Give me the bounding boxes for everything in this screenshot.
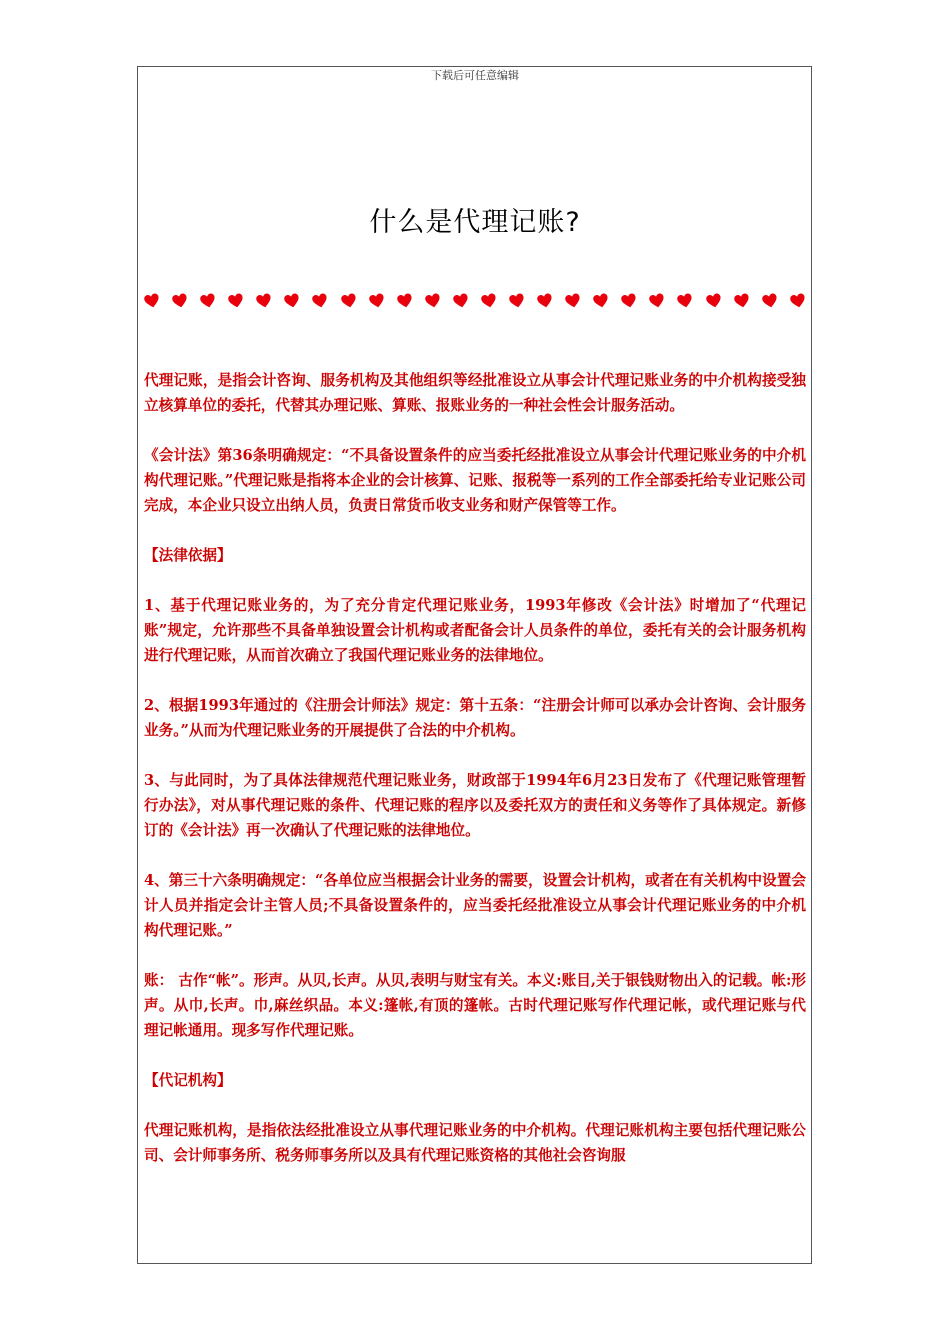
heart-icon <box>706 293 722 309</box>
heart-icon <box>790 293 806 309</box>
heart-icon <box>200 293 216 309</box>
heart-divider <box>144 290 806 312</box>
section-heading-agencies: 【代记机构】 <box>144 1072 232 1089</box>
heart-icon <box>172 293 188 309</box>
paragraph-agencies: 代理记账机构，是指依法经批准设立从事代理记账业务的中介机构。代理记账机构主要包括代理记账公司、会计师事务所、税务师事务所以及具有代理记账资格的其他社会咨询服 <box>144 1122 806 1164</box>
paragraph-etymology: 账： 古作“帐”。形声。从贝,长声。从贝,表明与财宝有关。本义:账目,关于银钱财物出入的记载。帐:形声。从巾,长声。巾,麻丝织品。本义:篷帐,有顶的篷帐。古时代理记账写作代理记帐，或代理记账与代理记帐通用。现多写作代理记账。 <box>144 972 806 1039</box>
heart-icon <box>621 293 637 309</box>
heart-icon <box>284 293 300 309</box>
section-heading-legal-basis: 【法律依据】 <box>144 547 232 564</box>
paragraph-accounting-law: 《会计法》第36条明确规定：“不具备设置条件的应当委托经批准设立从事会计代理记账业务的中介机构代理记账。”代理记账是指将本企业的会计核算、记账、报税等一系列的工作全部委托给专业记账公司完成，本企业只设立出纳人员，负责日常货币收支业务和财产保管等工作。 <box>144 447 806 514</box>
paragraph-legal-2: 2、根据1993年通过的《注册会计师法》规定：第十五条：“注册会计师可以承办会计咨询、会计服务业务。”从而为代理记账业务的开展提供了合法的中介机构。 <box>144 697 806 739</box>
heart-icon <box>341 293 357 309</box>
paragraph-definition: 代理记账，是指会计咨询、服务机构及其他组织等经批准设立从事会计代理记账业务的中介机构接受独立核算单位的委托，代替其办理记账、算账、报账业务的一种社会性会计服务活动。 <box>144 372 806 414</box>
paragraph-legal-1: 1、基于代理记账业务的，为了充分肯定代理记账业务，1993年修改《会计法》时增加了“代理记账”规定，允许那些不具备单独设置会计机构或者配备会计人员条件的单位，委托有关的会计服务机构进行代理记账，从而首次确立了我国代理记账业务的法律地位。 <box>144 597 806 664</box>
heart-icon <box>481 293 497 309</box>
heart-icon <box>762 293 778 309</box>
heart-icon <box>649 293 665 309</box>
header-note: 下载后可任意编辑 <box>431 69 519 82</box>
heart-icon <box>397 293 413 309</box>
heart-icon <box>537 293 553 309</box>
page-title: 什么是代理记账? <box>369 207 581 238</box>
paragraph-legal-4: 4、第三十六条明确规定：“各单位应当根据会计业务的需要，设置会计机构，或者在有关机构中设置会计人员并指定会计主管人员;不具备设置条件的，应当委托经批准设立从事会计代理记账业务的中介机构代理记账。” <box>144 872 806 939</box>
heart-icon <box>228 293 244 309</box>
heart-icon <box>593 293 609 309</box>
heart-icon <box>369 293 385 309</box>
heart-icon <box>425 293 441 309</box>
document-body <box>144 368 806 1193</box>
heart-icon <box>509 293 525 309</box>
paragraph-legal-3: 3、与此同时，为了具体法律规范代理记账业务，财政部于1994年6月23日发布了《代理记账管理暂行办法》，对从事代理记账的条件、代理记账的程序以及委托双方的责任和义务等作了具体规定。新修订的《会计法》再一次确认了代理记账的法律地位。 <box>144 772 806 839</box>
heart-icon <box>677 293 693 309</box>
heart-icon <box>312 293 328 309</box>
heart-icon <box>256 293 272 309</box>
heart-icon <box>565 293 581 309</box>
heart-icon <box>453 293 469 309</box>
heart-icon <box>144 293 160 309</box>
heart-icon <box>734 293 750 309</box>
